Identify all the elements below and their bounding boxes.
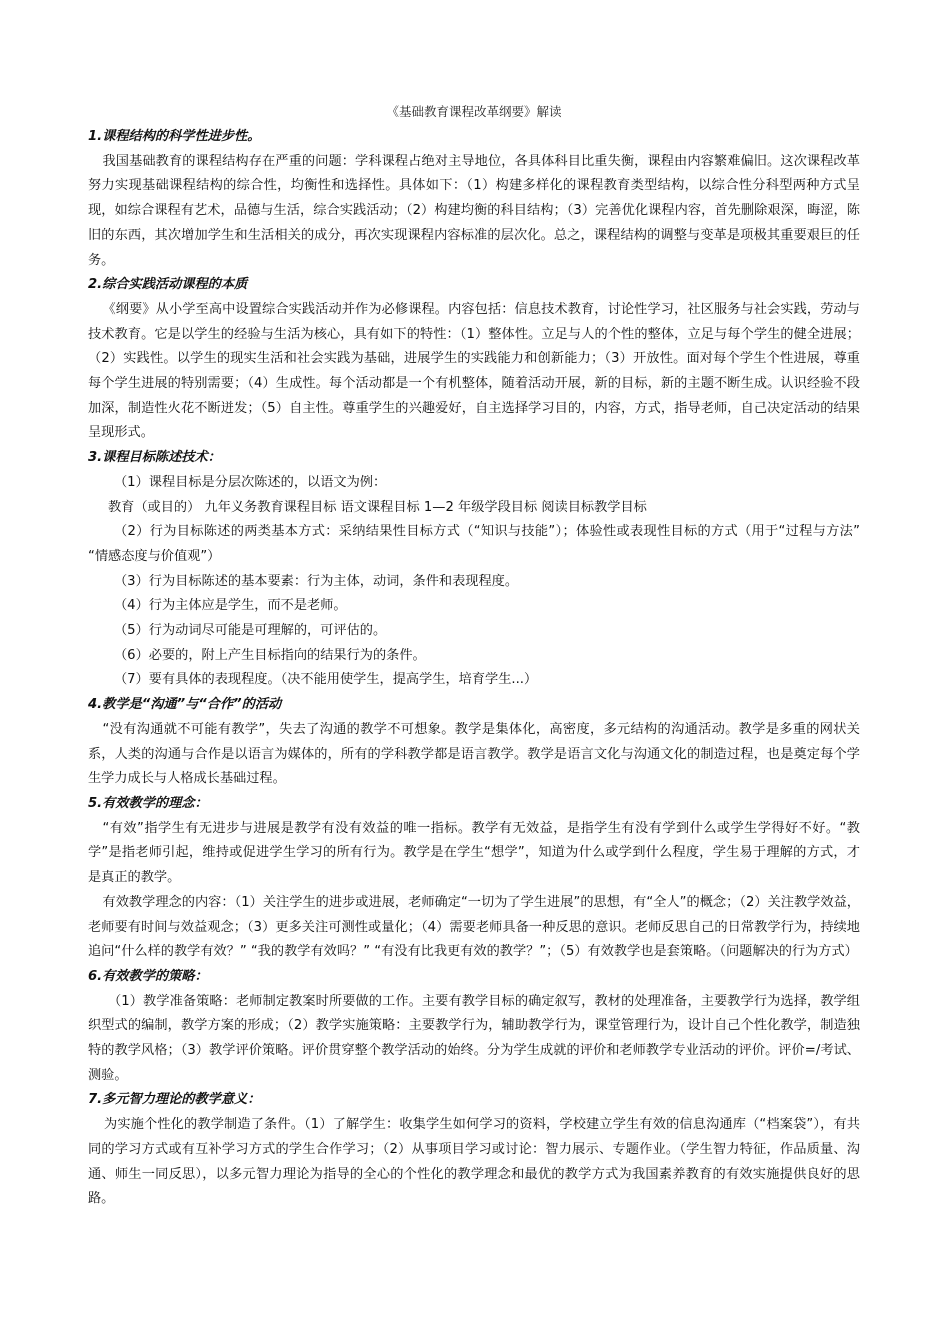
section-3-item-1: （1）课程目标是分层次陈述的，以语文为例：	[114, 474, 387, 490]
document-page	[88, 100, 860, 1212]
section-3-item-2: （2）行为目标陈述的两类基本方式：采纳结果性目标方式（“知识与技能”）；体验性或表现性目标的方式（用于“过程与方法” “情感态度与价值观”）	[88, 524, 860, 564]
section-heading-4: 4.教学是“沟通”与“合作”的活动	[88, 697, 282, 713]
section-7-paragraph: 为实施个性化的教学制造了条件。（1）了解学生：收集学生如何学习的资料，学校建立学生有效的信息沟通库（“档案袋”），有共同的学习方式或有互补学习方式的学生合作学习；（2）从事项目学习或讨论：智力展示、专题作业。（学生智力特征，作品质量、沟通、师生一同反思），以多元智力理论为指导的全心的个性化的教学理念和最优的教学方式为我国素养教育的有效实施提供良好的思路。	[88, 1117, 860, 1207]
section-2-paragraph: 《纲要》从小学至高中设置综合实践活动并作为必修课程。内容包括：信息技术教育，讨论性学习，社区服务与社会实践，劳动与技术教育。它是以学生的经验与生活为核心，具有如下的特性：（1）整体性。立足与人的个性的整体，立足与每个学生的健全进展；（2）实践性。以学生的现实生活和社会实践为基础，进展学生的实践能力和创新能力；（3）开放性。面对每个学生个性进展，尊重每个学生进展的特别需要；（4）生成性。每个活动都是一个有机整体，随着活动开展，新的目标，新的主题不断生成。认识经验不段加深，制造性火花不断迸发；（5）自主性。尊重学生的兴趣爱好，自主选择学习目的，内容，方式，指导老师，自己决定活动的结果呈现形式。	[88, 301, 860, 441]
section-3-item-4: （4）行为主体应是学生，而不是老师。	[114, 598, 347, 614]
section-5-paragraph-1: “有效”指学生有无进步与进展是教学有没有效益的唯一指标。教学有无效益，是指学生有没有学到什么或学生学得好不好。“教学”是指老师引起，维持或促进学生学习的所有行为。教学是在学生“想学”，知道为什么或学到什么程度，学生易于理解的方式，才是真正的教学。	[88, 820, 860, 886]
section-heading-2: 2.综合实践活动课程的本质	[88, 277, 248, 293]
section-4-paragraph: “没有沟通就不可能有教学”，失去了沟通的教学不可想象。教学是集体化，高密度，多元结构的沟通活动。教学是多重的网状关系，人类的沟通与合作是以语言为媒体的，所有的学科教学都是语言教学。教学是语言文化与沟通文化的制造过程，也是奠定每个学生学力成长与人格成长基础过程。	[88, 721, 860, 787]
section-3-item-5: （5）行为动词尽可能是可理解的，可评估的。	[114, 623, 387, 639]
section-3-hierarchy-line: 教育（或目的） 九年义务教育课程目标 语文课程目标 1—2 年级学段目标 阅读目标教学目标	[108, 499, 647, 515]
section-1-paragraph: 我国基础教育的课程结构存在严重的问题：学科课程占绝对主导地位，各具体科目比重失衡，课程由内容繁难偏旧。这次课程改革努力实现基础课程结构的综合性，均衡性和选择性。具体如下：（1）构建多样化的课程教育类型结构，以综合性分科型两种方式呈现，如综合课程有艺术，品德与生活，综合实践活动；（2）构建均衡的科目结构；（3）完善优化课程内容，首先删除艰深，晦涩，陈旧的东西，其次增加学生和生活相关的成分，再次实现课程内容标准的层次化。总之，课程结构的调整与变革是项极其重要艰巨的任务。	[88, 153, 860, 268]
section-6-paragraph: （1）教学准备策略：老师制定教案时所要做的工作。主要有教学目标的确定叙写，教材的处理准备，主要教学行为选择，教学组织型式的编制，教学方案的形成；（2）教学实施策略：主要教学行为，辅助教学行为，课堂管理行为，设计自己个性化教学，制造独特的教学风格；（3）教学评价策略。评价贯穿整个教学活动的始终。分为学生成就的评价和老师教学专业活动的评价。评价=/考试、测验。	[88, 993, 860, 1083]
section-heading-1: 1.课程结构的科学性进步性。	[88, 129, 261, 144]
section-heading-5: 5.有效教学的理念：	[88, 795, 208, 811]
document-title: 《基础教育课程改革纲要》解读	[386, 104, 562, 119]
section-3-item-3: （3）行为目标陈述的基本要素：行为主体，动词，条件和表现程度。	[114, 573, 519, 589]
section-heading-6: 6.有效教学的策略：	[88, 968, 208, 984]
section-3-item-7: （7）要有具体的表现程度。（决不能用使学生，提高学生，培育学生...）	[114, 672, 538, 688]
section-heading-3: 3.课程目标陈述技术：	[88, 450, 221, 466]
section-5-paragraph-2: 有效教学理念的内容：（1）关注学生的进步或进展，老师确定“一切为了学生进展”的思想，有“全人”的概念；（2）关注教学效益，老师要有时间与效益观念；（3）更多关注可测性或量化；（4）需要老师具备一种反思的意识。老师反思自己的日常教学行为，持续地追问“什么样的教学有效？” “我的教学有效吗？” “有没有比我更有效的教学？”；（5）有效教学也是套策略。（问题解决的行为方式）	[88, 894, 860, 960]
section-3-item-6: （6）必要的，附上产生目标指向的结果行为的条件。	[114, 647, 426, 663]
section-heading-7: 7.多元智力理论的教学意义：	[88, 1092, 261, 1108]
